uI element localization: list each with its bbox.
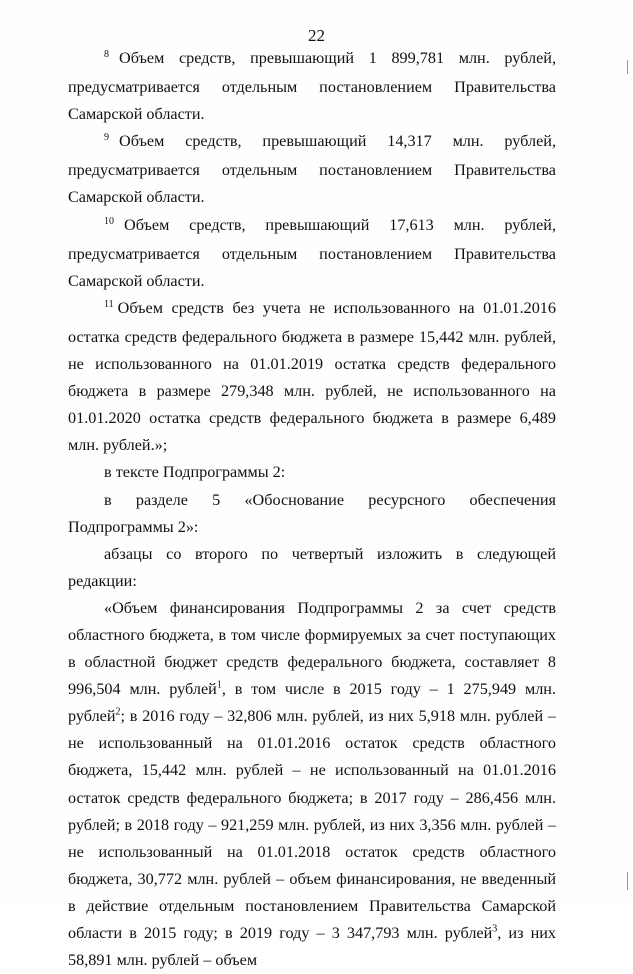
instruction-line: абзацы со второго по четвертый изложить в следующей редакции:: [68, 544, 556, 590]
footnote-reference: 3: [492, 923, 498, 935]
page-number: 22: [308, 26, 325, 45]
instruction-line: в разделе 5 «Обоснование ресурсного обеспечения Подпрограммы 2»:: [68, 490, 556, 536]
footnote-9-first-line: [68, 128, 556, 157]
footnote-mark: 10: [104, 215, 114, 227]
financing-text: «Объем финансирования Подпрограммы 2 за счет средств областного бюджета, в том числе формируемых за счет поступающих в областной бюджет средств федерального бюджета, составляет 8 996,504 млн. рублей: [68, 598, 556, 699]
footnote-11: [68, 295, 556, 460]
footnote-head-text: Объем средств, превышающий 1 899,781 млн. рублей,: [119, 49, 556, 67]
financing-text: ; в 2016 году – 32,806 млн. рублей, из них 5,918 млн. рублей – не использованный на 01.01.2016 остаток средств областного бюджета, 15,442 млн. рублей – не использованный на 01.01.2016 остаток средств федерального бюджета; в 2017 году – 286,456 млн. рублей; в 2018 году – 921,259 млн. рублей, из них 3,356 млн. рублей – не использованный на 01.01.2018 остаток средств областного бюджета, 30,772 млн. рублей – объем финансирования, не введенный в действие отдельным постановлением Правительства Самарской области в 2015 году; в 2019 году – 3 347,793 млн. рублей: [68, 707, 556, 942]
footnote-9-continuation: предусматривается отдельным постановлением Правительства Самарской области.: [68, 161, 556, 207]
footnote-10-first-line: [68, 212, 556, 241]
financing-text: , из них 58,891 млн. рублей – объем: [68, 924, 556, 970]
footnote-mark: 11: [104, 298, 114, 310]
footnote-10-continuation: предусматривается отдельным постановлением Правительства Самарской области.: [68, 244, 556, 290]
scan-edge-mark: [627, 872, 628, 890]
scan-edge-mark: [627, 60, 628, 74]
financing-text: , в том числе в 2015 году – 1 275,949 млн. рублей: [68, 680, 556, 726]
instruction-line: в тексте Подпрограммы 2:: [104, 463, 286, 482]
footnote-mark: 8: [104, 49, 109, 60]
footnote-head-text: Объем средств, превышающий 14,317 млн. рублей,: [119, 132, 556, 151]
footnote-8-continuation: предусматривается отдельным постановлением Правительства Самарской области.: [68, 78, 556, 124]
footnote-mark: 9: [104, 132, 109, 144]
financing-paragraph: [68, 595, 556, 974]
footnote-reference: 1: [216, 679, 222, 691]
footnote-reference: 2: [115, 706, 121, 718]
footnote-head-text: Объем средств, превышающий 17,613 млн. рублей,: [124, 215, 556, 234]
footnote-8-first-line: [68, 45, 556, 74]
footnote-11-text: Объем средств без учета не использованного на 01.01.2016 остатка средств федерального бюджета в размере 15,442 млн. рублей, не использованного на 01.01.2019 остатка средств федерального бюджета в размере 279,348 млн. рублей, не использованного на 01.01.2020 остатка средств федерального бюджета в размере 6,489 млн. рублей.»;: [68, 298, 556, 455]
document-body: [68, 45, 556, 974]
